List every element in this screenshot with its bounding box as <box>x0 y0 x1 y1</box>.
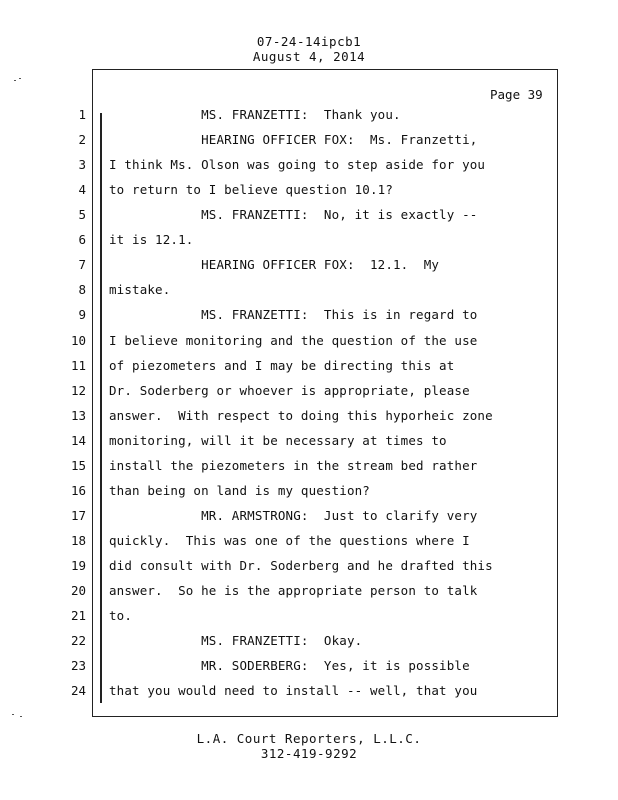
transcript-line: of piezometers and I may be directing this at <box>109 357 455 373</box>
scan-speck <box>20 716 22 717</box>
transcript-line: answer. With respect to doing this hyporheic zone <box>109 407 493 423</box>
line-number: 19 <box>70 557 86 573</box>
line-number: 11 <box>70 357 86 373</box>
line-number: 20 <box>70 583 86 598</box>
transcript-line: answer. So he is the appropriate person to talk <box>109 583 478 598</box>
line-number: 7 <box>78 257 86 273</box>
transcript-line: MS. FRANZETTI: This is in regard to <box>109 307 478 323</box>
transcript-line: MS. FRANZETTI: Thank you. <box>109 107 401 122</box>
line-number: 12 <box>70 382 86 398</box>
line-number: 21 <box>70 608 86 623</box>
transcript-line: monitoring, will it be necessary at times to <box>109 432 447 448</box>
line-number: 1 <box>78 107 86 122</box>
transcript-line: install the piezometers in the stream bed rather <box>109 457 478 473</box>
transcript-line: than being on land is my question? <box>109 482 370 498</box>
line-number: 4 <box>78 182 86 198</box>
transcript-line: mistake. <box>109 282 171 298</box>
transcript-line: that you would need to install -- well, that you <box>109 683 478 699</box>
transcript-line: MS. FRANZETTI: No, it is exactly -- <box>109 207 478 223</box>
scan-speck <box>12 714 14 715</box>
line-number: 5 <box>78 207 86 223</box>
line-number: 2 <box>78 132 86 148</box>
line-number: 6 <box>78 232 86 248</box>
line-number: 23 <box>70 658 86 674</box>
transcript-line: HEARING OFFICER FOX: 12.1. My <box>109 257 440 273</box>
transcript-line: MS. FRANZETTI: Okay. <box>109 633 363 649</box>
scan-speck <box>14 80 16 81</box>
line-number: 8 <box>78 282 86 298</box>
document-header-date: August 4, 2014 <box>252 49 366 64</box>
line-number: 18 <box>70 532 86 548</box>
line-number: 3 <box>78 157 86 173</box>
line-number: 16 <box>70 482 86 498</box>
document-header-title: 07-24-14ipcb1 <box>256 34 362 49</box>
line-number: 13 <box>70 407 86 423</box>
transcript-line: to return to I believe question 10.1? <box>109 182 393 198</box>
line-number: 22 <box>70 633 86 649</box>
transcript-line: I believe monitoring and the question of the use <box>109 332 478 348</box>
transcript-line: MR. SODERBERG: Yes, it is possible <box>109 658 470 674</box>
line-number-divider <box>100 113 102 703</box>
line-number: 17 <box>70 507 86 523</box>
transcript-line: I think Ms. Olson was going to step aside for you <box>109 157 486 173</box>
transcript-line: did consult with Dr. Soderberg and he drafted this <box>109 557 493 573</box>
scan-speck <box>19 78 21 79</box>
transcript-line: it is 12.1. <box>109 232 194 248</box>
line-number: 24 <box>70 683 86 699</box>
transcript-line: to. <box>109 608 133 623</box>
transcript-line: Dr. Soderberg or whoever is appropriate, please <box>109 382 470 398</box>
transcript-line: quickly. This was one of the questions where I <box>109 532 470 548</box>
transcript-line: HEARING OFFICER FOX: Ms. Franzetti, <box>109 132 478 148</box>
line-number: 10 <box>70 332 86 348</box>
page-number: Page 39 <box>490 87 543 102</box>
line-number: 9 <box>78 307 86 323</box>
line-number: 15 <box>70 457 86 473</box>
line-number: 14 <box>70 432 86 448</box>
transcript-line: MR. ARMSTRONG: Just to clarify very <box>109 507 478 523</box>
footer-phone: 312-419-9292 <box>260 746 358 761</box>
footer-company: L.A. Court Reporters, L.L.C. <box>196 731 422 746</box>
